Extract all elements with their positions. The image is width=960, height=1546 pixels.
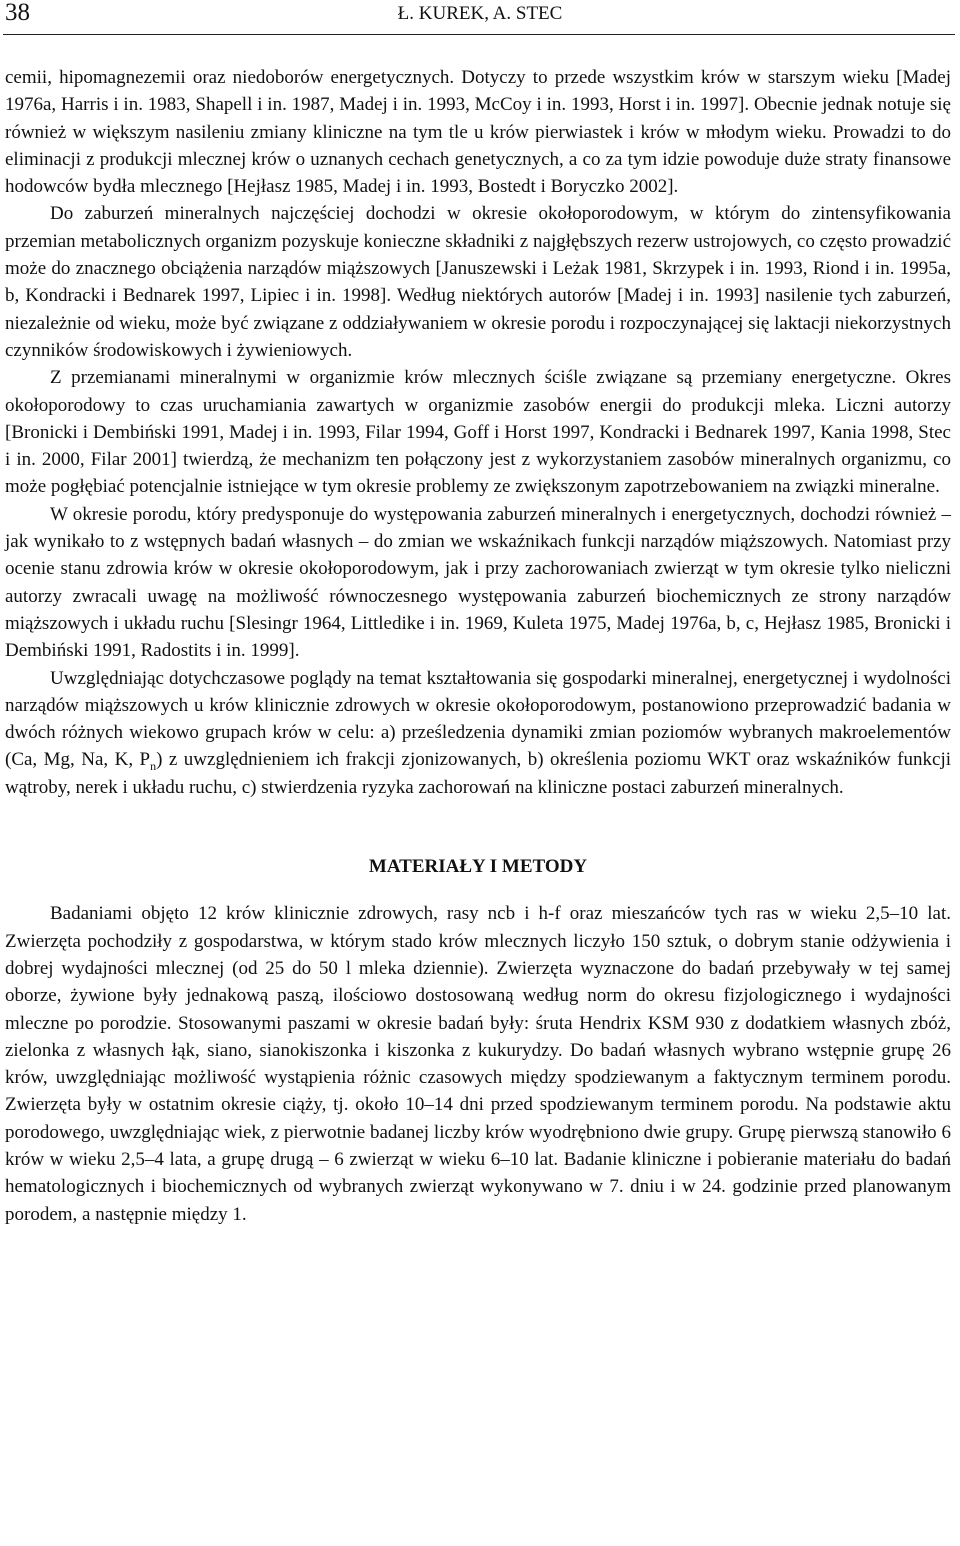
subscript-n: n <box>150 759 157 774</box>
section-spacer-top <box>5 801 951 853</box>
paragraph-3: Z przemianami mineralnymi w organizmie krów mlecznych ściśle związane są przemiany energetyczne. Okres okołoporodowy to czas uruchamiania zawartych w organizmie zasobów energii do produkcji mleka. Liczni autorzy [Bronicki i Dembiński 1991, Madej i in. 1993, Filar 1994, Goff i Horst 1997, Kondracki i Bednarek 1997, Kania 1998, Stec i in. 2000, Filar 2001] twierdzą, że mechanizm ten połączony jest z wykorzystaniem zasobów mineralnych organizmu, co może pogłębiać potencjalnie istniejące w tym okresie problemy ze zwiększonym zapotrzebowaniem na związki mineralne. <box>5 367 951 498</box>
paragraph-5-text-end: ) z uwzględnieniem ich frakcji zjonizowanych, b) określenia poziomu WKT oraz wskaźników funkcji wątroby, nerek i układu ruchu, c) stwierdzenia ryzyka zachorowań na kliniczne postaci zaburzeń mineralnych. <box>5 749 951 798</box>
paragraph-6: Badaniami objęto 12 krów klinicznie zdrowych, rasy ncb i h-f oraz mieszańców tych ras w wieku 2,5–10 lat. Zwierzęta pochodziły z gospodarstwa, w którym stado krów mlecznych liczyło 150 sztuk, o dobrym stanie odżywienia i dobrej wydajności mlecznej (od 25 do 50 l mleka dziennie). Zwierzęta wyznaczone do badań przebywały w tej samej oborze, żywione były jednakową paszą, ilościowo dostosowaną według norm do okresu fizjologicznego i wydajności mleczne po porodzie. Stosowanymi paszami w okresie badań były: śruta Hendrix KSM 930 z dodatkiem własnych zbóż, zielonka z własnych łąk, siano, sianokiszonka i kiszonka z kukurydzy. Do badań własnych wybrano wstępnie grupę 26 krów, uwzględniając możliwość wystąpienia różnic czasowych między spodziewanym a faktycznym terminem porodu. Zwierzęta były w ostatnim okresie ciąży, tj. około 10–14 dni przed spodziewanym terminem porodu. Na podstawie aktu porodowego, uwzględniając wiek, z pierwotnie badanej liczby krów wyodrębniono dwie grupy. Grupę pierwszą stanowiło 6 krów w wieku 2,5–4 lata, a grupę drugą – 6 zwierząt w wieku 6–10 lat. Badanie kliniczne i pobieranie materiału do badań hematologicznych i biochemicznych od wybranych zwierząt wykonywano w 7. dniu i w 24. godzinie przed planowanym porodem, a następnie między 1. <box>5 903 951 1225</box>
header-rule <box>3 34 955 35</box>
section-heading: MATERIAŁY I METODY <box>368 856 588 878</box>
paragraph-5-text-start: Uwzględniając dotychczasowe poglądy na temat kształtowania się gospodarki mineralnej, energetycznej i wydolności narządów miąższowych u krów klinicznie zdrowych w okresie okołoporodowym, postanowiono przeprowadzić badania w dwóch różnych wiekowo grupach krów w celu: a) prześledzenia dynamiki zmian poziomów wybranych makroelementów (Ca, Mg, Na, K, P <box>5 667 951 771</box>
page-header <box>0 0 960 28</box>
section-spacer-bottom <box>5 880 951 900</box>
page-number: 38 <box>5 0 30 26</box>
running-head: Ł. KUREK, A. STEC <box>397 3 563 24</box>
paragraph-4: W okresie porodu, który predysponuje do występowania zaburzeń mineralnych i energetycznych, dochodzi również – jak wynikało to z wstępnych badań własnych – do zmian we wskaźnikach funkcji narządów miąższowych. Natomiast przy ocenie stanu zdrowia krów w okresie okołoporodowym, jak i przy zachorowaniach zwierząt w tym okresie tylko nieliczni autorzy zwracali uwagę na możliwość równoczesnego występowania zaburzeń biochemicznych ze strony narządów miąższowych i układu ruchu [Slesingr 1964, Littledike i in. 1969, Kuleta 1975, Madej 1976a, b, c, Hejłasz 1985, Bronicki i Dembiński 1991, Radostits i in. 1999]. <box>5 503 951 662</box>
paragraph-5 <box>5 665 951 801</box>
paragraph-2: Do zaburzeń mineralnych najczęściej dochodzi w okresie okołoporodowym, w którym do zintensyfikowania przemian metabolicznych organizm pozyskuje konieczne składniki z najgłębszych rezerw ustrojowych, co często prowadzić może do znacznego obciążenia narządów miąższowych [Januszewski i Leżak 1981, Skrzypek i in. 1993, Riond i in. 1995a, b, Kondracki i Bednarek 1997, Lipiec i in. 1998]. Według niektórych autorów [Madej i in. 1993] nasilenie tych zaburzeń, niezależnie od wieku, może być związane z oddziaływaniem w okresie porodu i rozpoczynającej się laktacji niekorzystnych czynników środowiskowych i żywieniowych. <box>5 203 951 361</box>
body-text <box>5 64 951 1228</box>
paragraph-1: cemii, hipomagnezemii oraz niedoborów energetycznych. Dotyczy to przede wszystkim krów w starszym wieku [Madej 1976a, Harris i in. 1983, Shapell i in. 1987, Madej i in. 1993, McCoy i in. 1993, Horst i in. 1997]. Obecnie jednak notuje się również w większym nasileniu zmiany kliniczne na tym tle u krów pierwiastek i krów w młodym wieku. Prowadzi to do eliminacji z produkcji mlecznej krów o uznanych cechach genetycznych, a co za tym idzie powoduje duże straty finansowe hodowców bydła mlecznego [Hejłasz 1985, Madej i in. 1993, Bostedt i Boryczko 2002]. <box>5 67 951 198</box>
